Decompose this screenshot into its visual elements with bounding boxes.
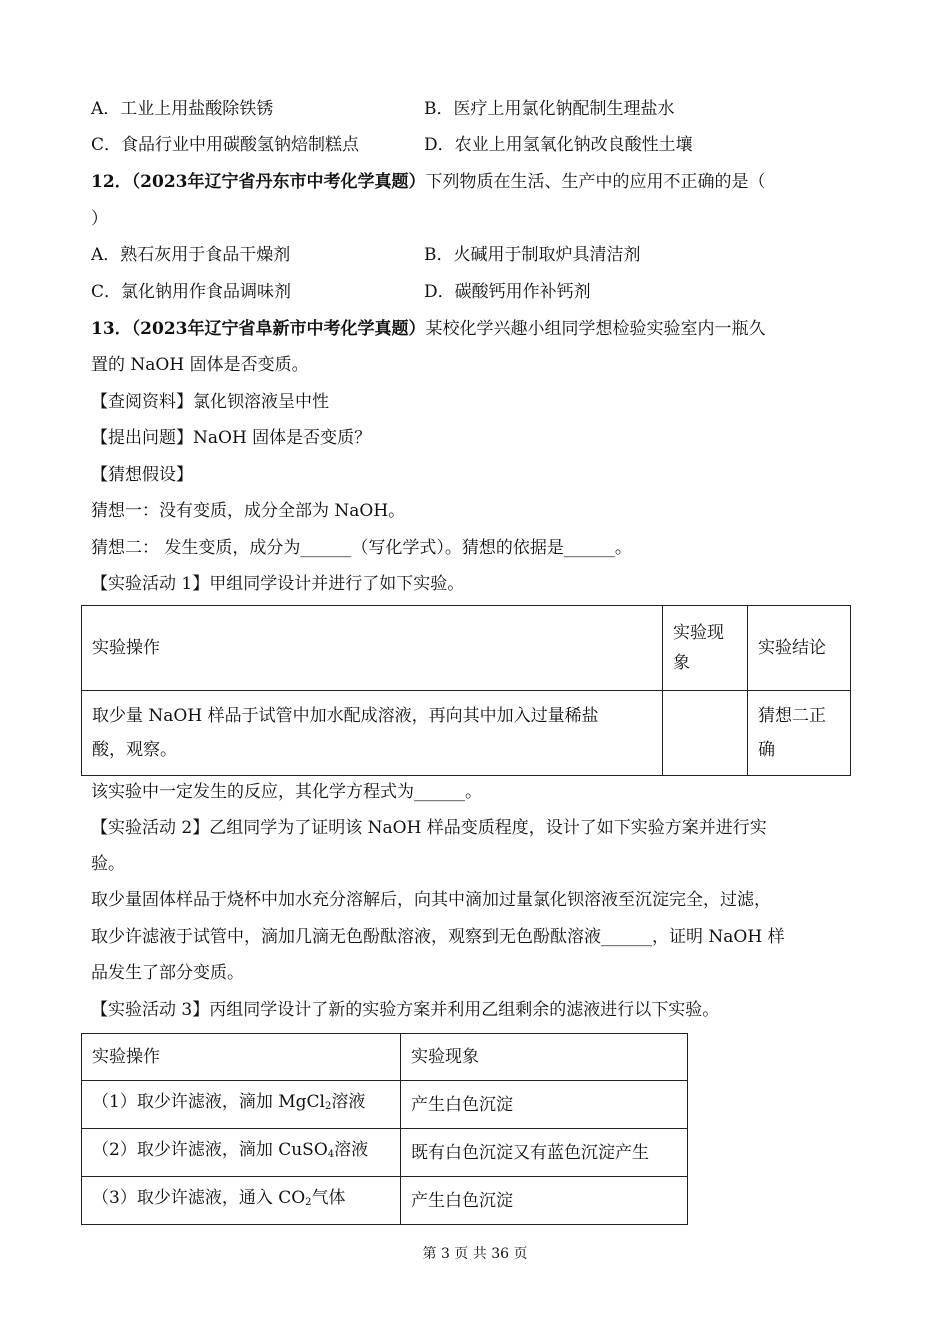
- q12-option-b: B．火碱用于制取炉具清洁剂: [424, 245, 641, 265]
- activity-2-line-2: 验。: [91, 854, 125, 874]
- table-row: [82, 1177, 688, 1225]
- table-row: [82, 606, 851, 691]
- q12-number: 12．: [91, 172, 132, 192]
- table-cell: [82, 1081, 401, 1129]
- table-header-cell: 实验操作: [82, 1034, 401, 1081]
- table-header-cell: 实验现象: [663, 606, 748, 691]
- op-text: 气体: [311, 1188, 346, 1208]
- hypothesis-2: 猜想二： 发生变质，成分为______（写化学式）。猜想的依据是______。: [91, 538, 632, 558]
- table-cell-line: 取少量 NaOH 样品于试管中加水配成溶液，再向其中加入过量稀盐: [92, 706, 599, 726]
- table-header-cell: 实验结论: [748, 606, 851, 691]
- activity-2-line-1: 【实验活动 2】乙组同学为了证明该 NaOH 样品变质程度，设计了如下实验方案并进行实: [91, 818, 767, 838]
- activity-2-line-4: 取少许滤液于试管中，滴加几滴无色酚酞溶液，观察到无色酚酞溶液______，证明 NaOH 样: [91, 927, 785, 947]
- op-text: （1）取少许滤液，滴加 MgCl: [92, 1092, 325, 1112]
- table-row: [82, 1081, 688, 1129]
- op-text: 溶液: [331, 1092, 366, 1112]
- table-header-cell: 实验操作: [82, 606, 663, 691]
- table-cell: 产生白色沉淀: [401, 1177, 688, 1225]
- table-row: [82, 691, 851, 776]
- q12-stem: [91, 170, 766, 194]
- page-footer: 第 3 页 共 36 页: [422, 1246, 528, 1262]
- q12-option-a: A．熟石灰用于食品干燥剂: [91, 245, 291, 265]
- q11-option-a: A．工业上用盐酸除铁锈: [91, 99, 274, 119]
- q11-option-c: C．食品行业中用碳酸氢钠焙制糕点: [91, 135, 360, 155]
- q11-option-d: D．农业上用氢氧化钠改良酸性土壤: [424, 135, 693, 155]
- reference-info: 【查阅资料】氯化钡溶液呈中性: [91, 392, 329, 412]
- table-header-cell: 实验现象: [401, 1034, 688, 1081]
- q11-option-b: B．医疗上用氯化钠配制生理盐水: [424, 99, 675, 119]
- activity-2-line-5: 品发生了部分变质。: [91, 963, 244, 983]
- table-row: [82, 1129, 688, 1177]
- q13-stem-line2: 置的 NaOH 固体是否变质。: [91, 355, 309, 375]
- experiment-table-1: [81, 605, 851, 776]
- hypothesis-1: 猜想一：没有变质，成分全部为 NaOH。: [91, 501, 406, 521]
- q12-option-c: C．氯化钠用作食品调味剂: [91, 282, 292, 302]
- activity-2-line-3: 取少量固体样品于烧杯中加水充分溶解后，向其中滴加过量氯化钡溶液至沉淀完全，过滤，: [91, 890, 771, 910]
- subscript: 4: [327, 1149, 335, 1160]
- op-text: （3）取少许滤液，通入 CO: [92, 1188, 306, 1208]
- q12-stem-end: ）: [91, 209, 108, 229]
- q13-stem-text: 某校化学兴趣小组同学想检验实验室内一瓶久: [425, 319, 766, 339]
- experiment-table-2: [81, 1033, 688, 1225]
- q12-stem-text: 下列物质在生活、生产中的应用不正确的是（: [425, 172, 766, 192]
- table-row: [82, 1034, 688, 1081]
- table-cell-line: 酸，观察。: [92, 740, 177, 760]
- q13-number: 13．: [91, 319, 132, 339]
- op-text: 溶液: [334, 1140, 369, 1160]
- subscript: 2: [305, 1197, 312, 1208]
- activity-3-intro: 【实验活动 3】丙组同学设计了新的实验方案并利用乙组剩余的滤液进行以下实验。: [91, 1000, 720, 1020]
- q13-source: （2023年辽宁省阜新市中考化学真题）: [131, 319, 426, 339]
- activity-1-intro: 【实验活动 1】甲组同学设计并进行了如下实验。: [91, 574, 465, 594]
- op-text: （2）取少许滤液，滴加 CuSO: [92, 1140, 328, 1160]
- question-raised: 【提出问题】NaOH 固体是否变质？: [91, 428, 372, 448]
- activity-1-equation: 该实验中一定发生的反应，其化学方程式为______。: [91, 782, 482, 802]
- table-cell-empty: [663, 691, 748, 776]
- table-cell: 既有白色沉淀又有蓝色沉淀产生: [401, 1129, 688, 1177]
- subscript: 2: [324, 1101, 332, 1112]
- hypothesis-heading: 【猜想假设】: [91, 465, 193, 485]
- table-cell: 猜想二正确: [748, 691, 851, 776]
- q12-option-d: D．碳酸钙用作补钙剂: [424, 282, 591, 302]
- table-cell: [82, 1177, 401, 1225]
- table-cell: [82, 1129, 401, 1177]
- q13-stem: [91, 317, 766, 341]
- q12-source: （2023年辽宁省丹东市中考化学真题）: [131, 172, 426, 192]
- table-cell: [82, 691, 663, 776]
- table-cell: 产生白色沉淀: [401, 1081, 688, 1129]
